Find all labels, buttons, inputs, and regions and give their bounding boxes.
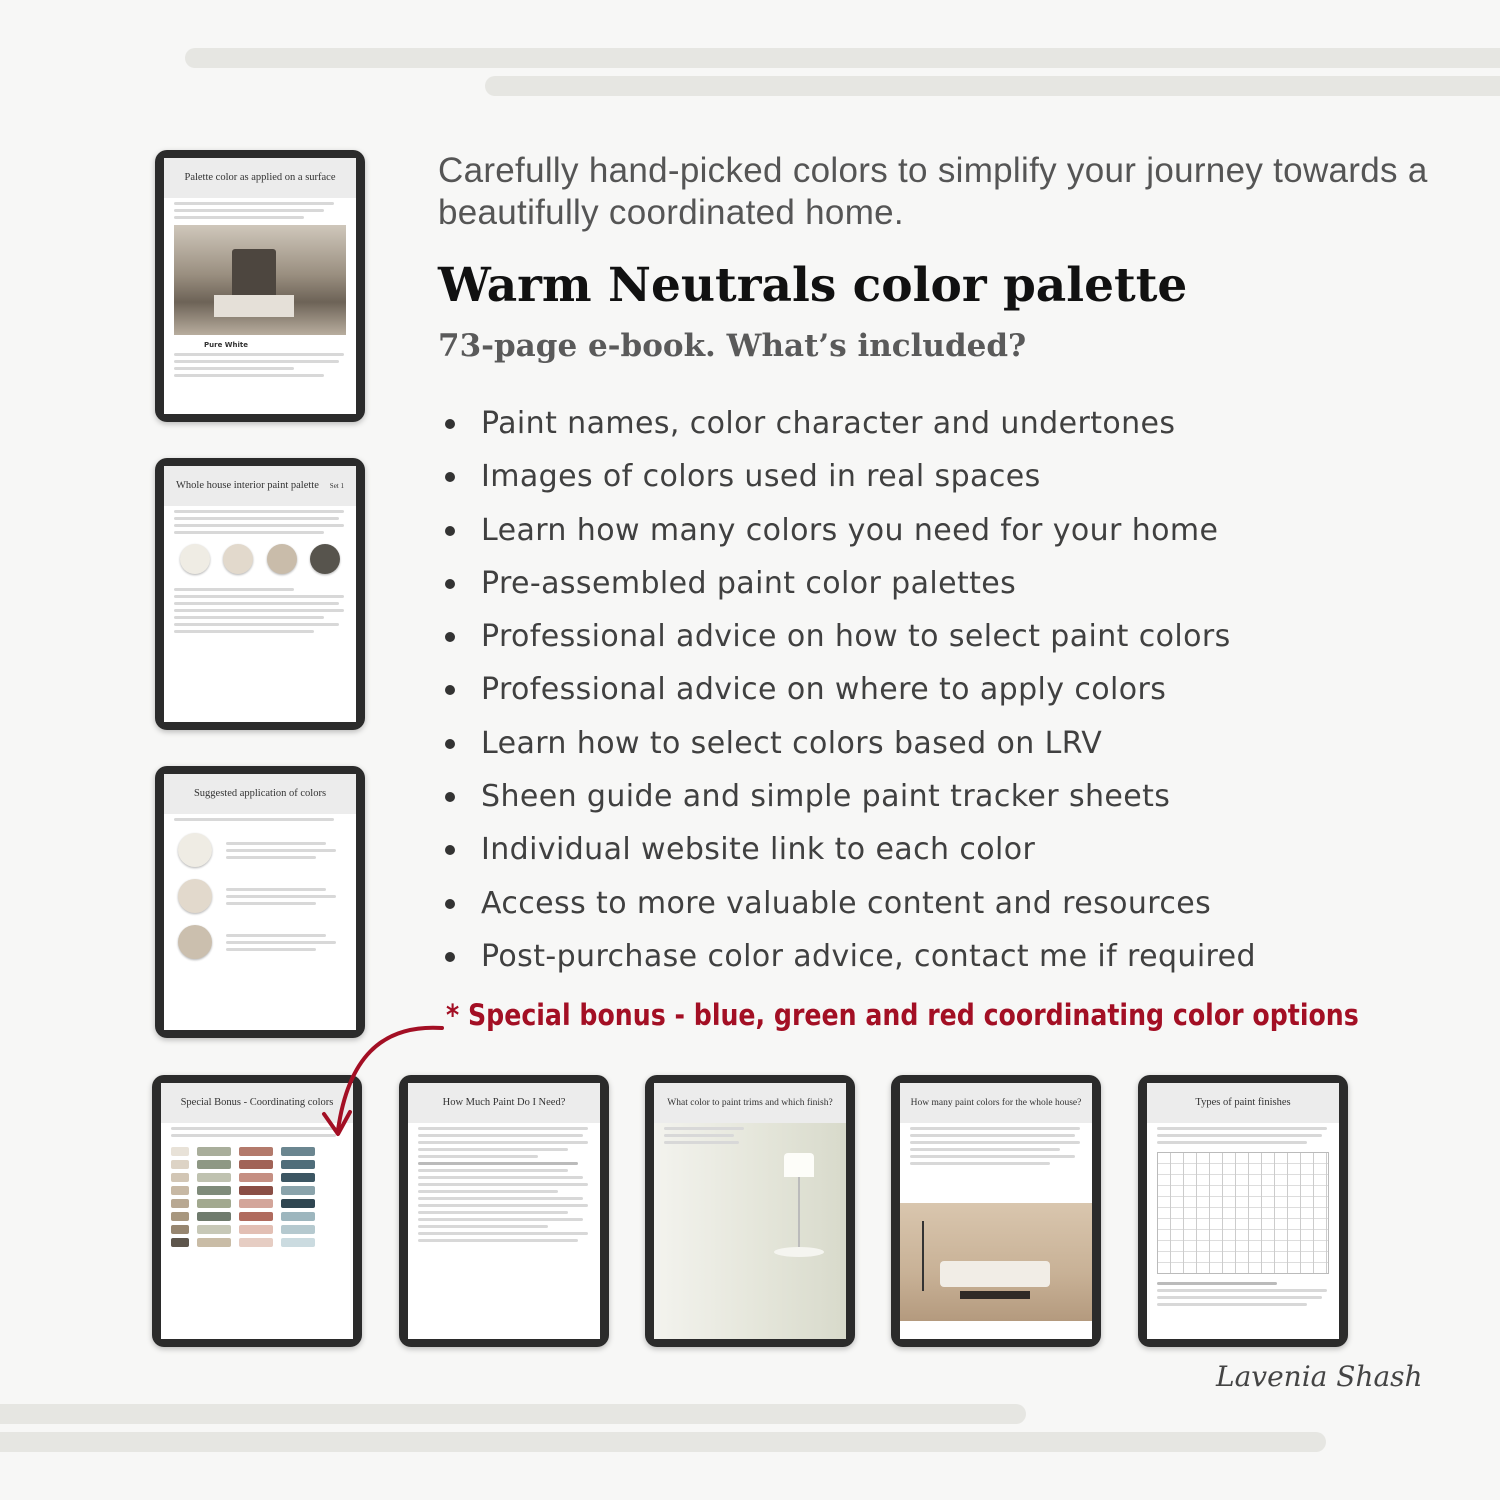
- finish-table: [1157, 1152, 1329, 1274]
- feature-item: Professional advice on where to apply colors: [440, 668, 1256, 721]
- tablet-screen: [164, 466, 356, 722]
- feature-item: Individual website link to each color: [440, 828, 1256, 881]
- preview-page-title: Types of paint finishes: [1147, 1083, 1339, 1123]
- feature-item: Learn how many colors you need for your home: [440, 509, 1256, 562]
- living-room-photo: [900, 1203, 1092, 1321]
- preview-caption: Pure White: [204, 341, 248, 349]
- bullet-icon: [445, 792, 455, 802]
- bullet-icon: [445, 419, 455, 429]
- paint-can-icon: [178, 833, 212, 867]
- preview-page-title: Whole house interior paint palette Set 1: [164, 466, 356, 506]
- color-grid: [161, 1145, 353, 1249]
- color-swatch: [310, 544, 340, 574]
- curved-arrow-icon: [320, 1020, 450, 1150]
- preview-tablet-trims-finish: [645, 1075, 855, 1347]
- paint-can-icon: [178, 879, 212, 913]
- bullet-icon: [445, 845, 455, 855]
- preview-page-title: Palette color as applied on a surface: [164, 158, 356, 198]
- bullet-icon: [445, 632, 455, 642]
- bullet-icon: [445, 739, 455, 749]
- swatch-row: [164, 544, 356, 578]
- feature-item: Pre-assembled paint color palettes: [440, 562, 1256, 615]
- feature-item: Paint names, color character and undertones: [440, 402, 1256, 455]
- color-swatch: [223, 544, 253, 574]
- tablet-screen: [164, 774, 356, 1030]
- preview-page-title: Suggested application of colors: [164, 774, 356, 814]
- preview-tablet-how-many-colors: [891, 1075, 1101, 1347]
- preview-tablet-paint-finishes: [1138, 1075, 1348, 1347]
- color-swatch: [267, 544, 297, 574]
- page-title: Warm Neutrals color palette: [438, 258, 1188, 313]
- bottom-decor-bar-2: [0, 1432, 1326, 1452]
- preview-page-title: How many paint colors for the whole house?: [900, 1083, 1092, 1123]
- bullet-icon: [445, 899, 455, 909]
- intro-text: Carefully hand-picked colors to simplify your journey towards a beautifully coordinated home.: [438, 151, 1428, 232]
- preview-tablet-suggested-application: [155, 766, 365, 1038]
- paint-can-icon: [178, 925, 212, 959]
- feature-item: Professional advice on how to select paint colors: [440, 615, 1256, 668]
- tablet-screen: [654, 1083, 846, 1339]
- tablet-screen: [164, 158, 356, 414]
- top-decor-bar-2: [485, 76, 1500, 96]
- color-swatch: [180, 544, 210, 574]
- feature-item: Post-purchase color advice, contact me if required: [440, 935, 1256, 988]
- feature-list: [440, 402, 1256, 988]
- set-label: Set 1: [329, 482, 344, 490]
- author-signature: Lavenia Shash: [1216, 1360, 1423, 1393]
- bullet-icon: [445, 685, 455, 695]
- preview-page-title: Special Bonus - Coordinating colors: [161, 1083, 353, 1123]
- bullet-icon: [445, 526, 455, 536]
- bedroom-photo: [174, 225, 346, 335]
- feature-item: Learn how to select colors based on LRV: [440, 722, 1256, 775]
- feature-item: Sheen guide and simple paint tracker sheets: [440, 775, 1256, 828]
- top-decor-bar-1: [185, 48, 1500, 68]
- bullet-icon: [445, 472, 455, 482]
- page-subtitle: 73-page e-book. What’s included?: [438, 328, 1027, 364]
- bullet-icon: [445, 579, 455, 589]
- tablet-screen: [900, 1083, 1092, 1339]
- tablet-screen: [1147, 1083, 1339, 1339]
- bottom-decor-bar-1: [0, 1404, 1026, 1424]
- preview-tablet-whole-house-palette: [155, 458, 365, 730]
- preview-page-title: How Much Paint Do I Need?: [408, 1083, 600, 1123]
- preview-page-title: What color to paint trims and which finish?: [654, 1083, 846, 1123]
- special-bonus-text: * Special bonus - blue, green and red coordinating color options: [446, 998, 1359, 1032]
- bullet-icon: [445, 952, 455, 962]
- feature-item: Access to more valuable content and resources: [440, 882, 1256, 935]
- room-photo: [754, 1143, 834, 1283]
- feature-item: Images of colors used in real spaces: [440, 455, 1256, 508]
- preview-tablet-palette-surface: [155, 150, 365, 422]
